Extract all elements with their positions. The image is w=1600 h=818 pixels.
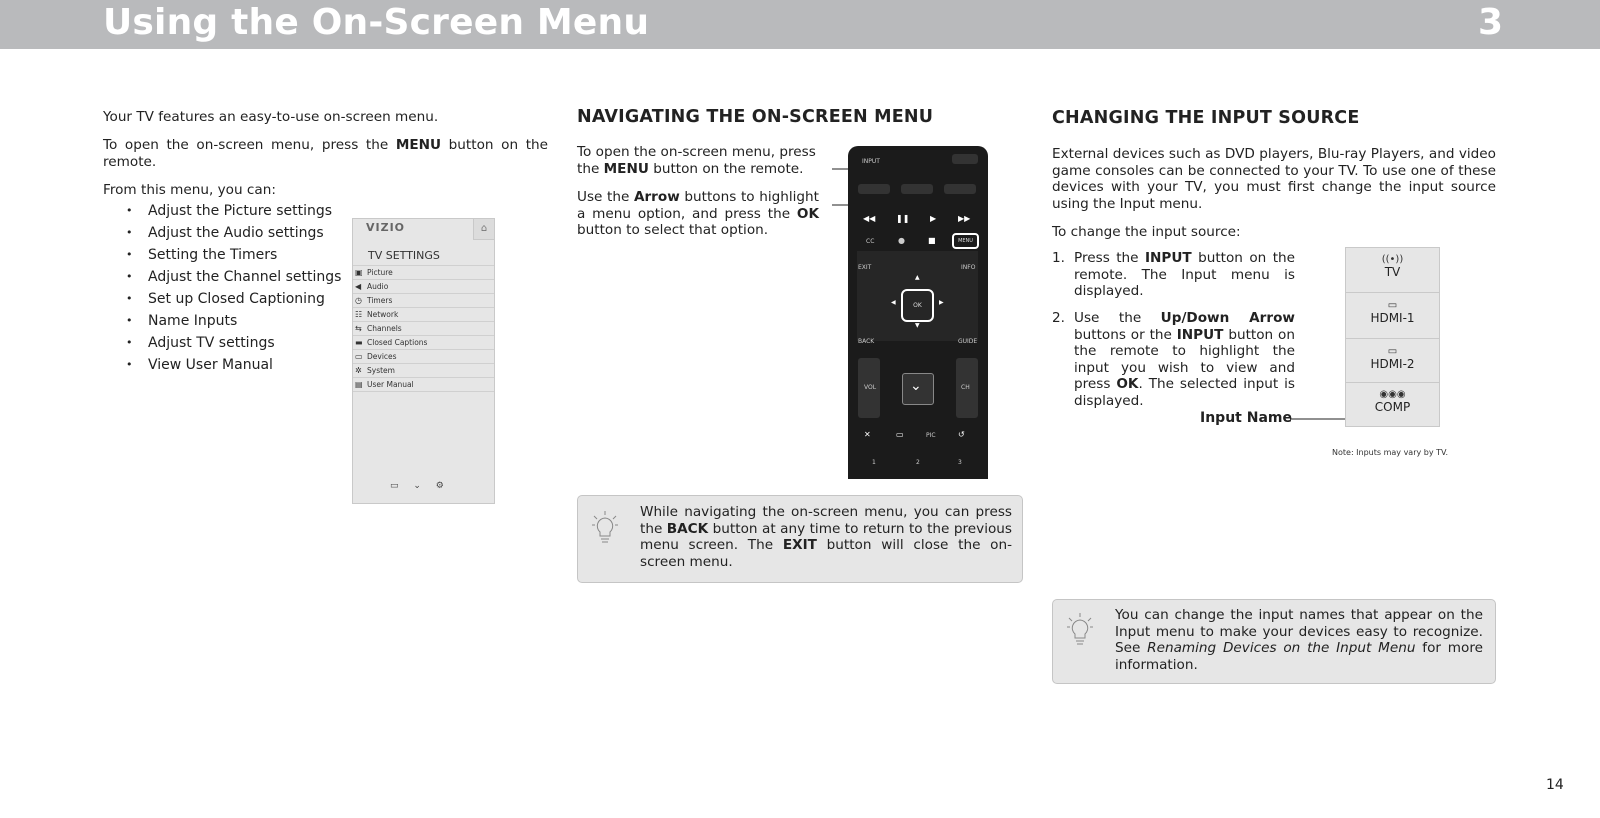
pic-label: PIC <box>926 432 936 439</box>
list-item: • Adjust TV settings <box>103 335 341 357</box>
back-label: BACK <box>858 338 875 345</box>
vizio-v-icon: ⌄ <box>910 378 922 394</box>
rewind-icon: ◀◀ <box>863 214 876 223</box>
menu-button: MENU <box>952 233 979 249</box>
open-menu-text: To open the on-screen menu, press the MENU button on the remote. <box>103 137 548 170</box>
menu-item-user-manual: ▤ User Manual <box>353 377 494 392</box>
input-name-label: Input Name <box>1200 410 1292 426</box>
input-tv: ((•)) TV <box>1346 248 1439 292</box>
step-1-text: Press the INPUT button on the remote. The Input menu is displayed. <box>1074 250 1295 299</box>
page-header <box>0 0 1600 49</box>
component-icon: ◉◉◉ <box>1379 389 1406 400</box>
fast-forward-icon: ▶▶ <box>958 214 971 223</box>
menu-item-devices: ▭ Devices <box>353 349 494 363</box>
nav-arrow-text: Use the Arrow buttons to highlight a menu option, and press the OK button to select that option. <box>577 189 819 238</box>
step-2-text: Use the Up/Down Arrow buttons or the INPUT button on the remote to highlight the input you wish to view and press OK. The selected input is displayed. <box>1074 310 1295 409</box>
page-title: Using the On-Screen Menu <box>103 2 650 43</box>
step-2-number: 2. <box>1052 310 1065 326</box>
list-item: • View User Manual <box>103 357 341 379</box>
menu-item-audio: ◀ Audio <box>353 279 494 293</box>
vizio-logo: VIZIO <box>366 221 406 234</box>
input-hdmi-2: ▭ HDMI-2 <box>1346 338 1439 382</box>
step-1-number: 1. <box>1052 250 1065 266</box>
speaker-icon: ◀ <box>355 282 362 291</box>
gear-icon: ✲ <box>355 366 362 375</box>
vol-label: VOL <box>864 384 877 391</box>
menu-item-system: ✲ System <box>353 363 494 377</box>
list-item: • Adjust the Picture settings <box>103 203 341 225</box>
last-icon: ↺ <box>958 430 965 439</box>
cc-icon: ▬ <box>355 338 363 347</box>
ok-button: OK <box>901 289 934 322</box>
input-comp: ◉◉◉ COMP <box>1346 382 1439 426</box>
tip-box-input-names <box>1052 599 1496 684</box>
list-item: • Setting the Timers <box>103 247 341 269</box>
num-3: 3 <box>958 459 962 466</box>
power-icon <box>952 154 978 164</box>
nav-heading: NAVIGATING THE ON-SCREEN MENU <box>577 107 934 127</box>
guide-label: GUIDE <box>958 338 978 345</box>
footer-icons: ▭ ⌄ ⚙ <box>390 481 450 491</box>
exit-label: EXIT <box>858 264 872 271</box>
down-arrow-icon: ▼ <box>915 322 920 329</box>
record-icon: ● <box>898 236 905 245</box>
pause-icon: ❚❚ <box>896 214 910 223</box>
input-source-heading: CHANGING THE INPUT SOURCE <box>1052 108 1360 128</box>
list-item: • Name Inputs <box>103 313 341 335</box>
input-source-intro: External devices such as DVD players, Blu-ray Players, and video game consoles can be connected to your TV. To use one of these devices with your TV, you must first change the input source using the Input menu. <box>1052 146 1496 212</box>
tip-box-navigation <box>577 495 1023 583</box>
picture-icon: ▣ <box>355 268 363 277</box>
remote-button <box>944 184 976 194</box>
tip-text-input-names: You can change the input names that appear on the Input menu to make your devices easy to recognize. See Renaming Devices on the Input Menu for more information. <box>1115 607 1483 673</box>
change-input-text: To change the input source: <box>1052 224 1241 240</box>
remote-illustration <box>848 146 988 479</box>
channels-icon: ⇆ <box>355 324 362 333</box>
input-menu-illustration <box>1345 247 1440 427</box>
menu-item-timers: ◷ Timers <box>353 293 494 307</box>
lightbulb-icon <box>592 510 618 546</box>
manual-icon: ▤ <box>355 380 363 389</box>
hdmi-icon: ▭ <box>1387 300 1398 311</box>
tv-settings-illustration <box>352 218 495 504</box>
antenna-icon: ((•)) <box>1381 254 1404 265</box>
menu-item-picture: ▣ Picture <box>353 265 494 279</box>
menu-item-network: ☷ Network <box>353 307 494 321</box>
tv-settings-title: TV SETTINGS <box>368 249 440 262</box>
left-arrow-icon: ◀ <box>891 299 896 306</box>
menu-item-channels: ⇆ Channels <box>353 321 494 335</box>
menu-features-list <box>103 203 341 379</box>
ch-label: CH <box>961 384 970 391</box>
play-icon: ▶ <box>930 214 937 223</box>
info-label: INFO <box>961 264 976 271</box>
from-menu-text: From this menu, you can: <box>103 182 276 198</box>
list-item: • Adjust the Audio settings <box>103 225 341 247</box>
mute-icon: ✕ <box>864 430 871 439</box>
clock-icon: ◷ <box>355 296 362 305</box>
lightbulb-icon <box>1067 612 1093 648</box>
inputs-note: Note: Inputs may vary by TV. <box>1332 448 1449 457</box>
wide-icon: ▭ <box>896 430 904 439</box>
devices-icon: ▭ <box>355 352 363 361</box>
tip-text-navigation: While navigating the on-screen menu, you can press the BACK button at any time to return to the previous menu screen. The EXIT button will close the on-screen menu. <box>640 504 1012 570</box>
right-arrow-icon: ▶ <box>939 299 944 306</box>
cc-label: CC <box>866 238 875 245</box>
network-icon: ☷ <box>355 310 363 319</box>
remote-input-label: INPUT <box>862 158 880 165</box>
stop-icon: ■ <box>928 236 936 245</box>
list-item: • Set up Closed Captioning <box>103 291 341 313</box>
home-icon: ⌂ <box>473 219 494 240</box>
num-1: 1 <box>872 459 876 466</box>
list-item: • Adjust the Channel settings <box>103 269 341 291</box>
num-2: 2 <box>916 459 920 466</box>
input-hdmi-1: ▭ HDMI-1 <box>1346 292 1439 338</box>
chapter-number: 3 <box>1477 2 1503 43</box>
nav-open-text: To open the on-screen menu, press the MENU button on the remote. <box>577 144 816 177</box>
page-number: 14 <box>1546 777 1564 793</box>
hdmi-icon: ▭ <box>1387 346 1398 357</box>
remote-button <box>901 184 933 194</box>
remote-button <box>858 184 890 194</box>
menu-item-closed-captions: ▬ Closed Captions <box>353 335 494 349</box>
intro-text: Your TV features an easy-to-use on-screen menu. <box>103 109 439 125</box>
up-arrow-icon: ▲ <box>915 274 920 281</box>
